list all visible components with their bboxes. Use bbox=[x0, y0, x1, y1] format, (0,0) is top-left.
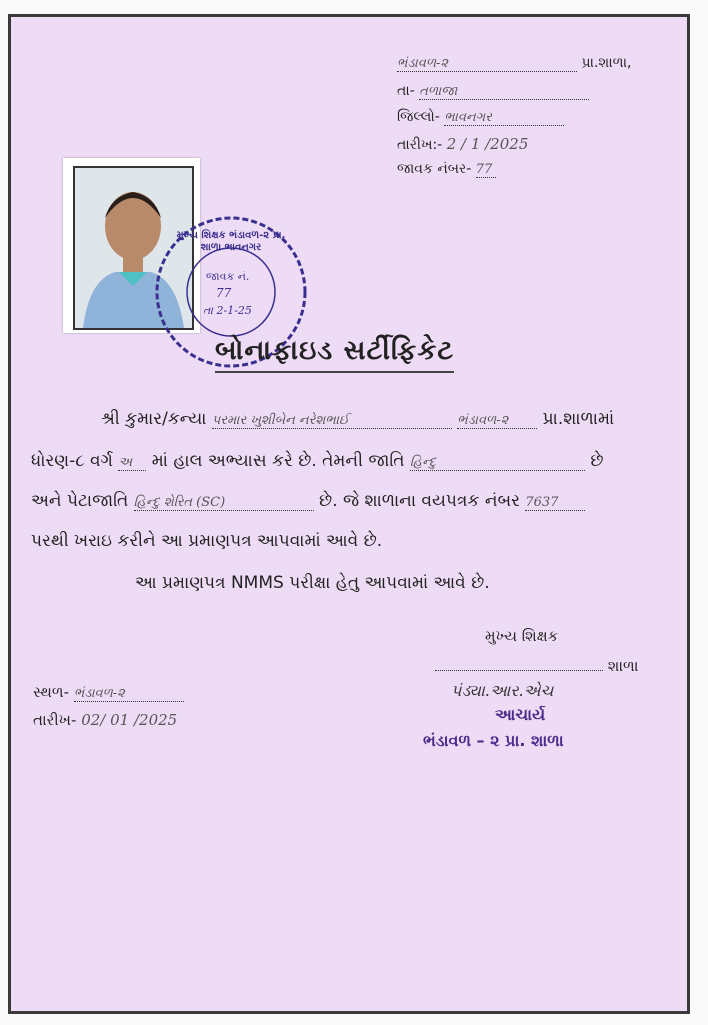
stamp-ring-text: મુખ્ય શિક્ષક ભંડાવળ-૨ પ્રા. શાળા ભાવનગર bbox=[176, 230, 286, 253]
signature-school-suffix: શાળા bbox=[607, 657, 639, 675]
header-school-line bbox=[397, 55, 631, 72]
certificate-title: બોનાફાઇડ સર્ટીફિકેટ bbox=[215, 335, 454, 373]
stamp-date-value: તા 2-1-25 bbox=[203, 304, 252, 317]
body-line3-mid: છે. જે શાળાના વયપત્રક નંબર bbox=[319, 491, 520, 511]
header-outward-value: 77 bbox=[476, 162, 496, 178]
place-label: સ્થળ- bbox=[33, 683, 70, 701]
stamp-number-label: જાવક નં. bbox=[206, 270, 250, 283]
school-name-stamp: ભંડાવળ – ૨ પ્રા. શાળા bbox=[423, 731, 564, 750]
body-line3-prefix: અને પેટાજાતિ bbox=[31, 491, 129, 511]
header-outward-line bbox=[397, 161, 496, 178]
subcaste-value: હિન્દુ શેરિત (SC) bbox=[134, 495, 314, 511]
header-taluka-line bbox=[397, 83, 589, 100]
header-district-label: જિલ્લો- bbox=[397, 109, 440, 125]
header-school-value: ભંડાવળ-૨ bbox=[397, 56, 577, 72]
handwritten-signature: પંડ્યા.આર.એચ bbox=[451, 681, 554, 700]
register-number-value: 7637 bbox=[525, 495, 585, 511]
header-date-label: તારીખ:- bbox=[397, 137, 443, 153]
body-line2-suffix: છે bbox=[590, 451, 604, 471]
header-taluka-label: તા- bbox=[397, 83, 415, 99]
body-line2-mid: માં હાલ અભ્યાસ કરે છે. તેમની જાતિ bbox=[151, 451, 405, 471]
place-value: ભંડાવળ-૨ bbox=[74, 686, 184, 702]
body-line-4: પરથી ખરાઇ કરીને આ પ્રમાણપત્ર આપવામાં આવે છે. bbox=[31, 531, 383, 551]
header-date-value: 2 / 1 /2025 bbox=[446, 135, 529, 153]
footer-date-value: 02/ 01 /2025 bbox=[81, 711, 178, 729]
header-date-line bbox=[397, 135, 528, 153]
certificate-page bbox=[8, 14, 690, 1014]
footer-date-label: તારીખ- bbox=[33, 711, 77, 729]
signature-school-blank bbox=[435, 670, 603, 671]
body-line1-suffix: પ્રા.શાળામાં bbox=[542, 409, 615, 429]
header-taluka-value: તળાજા bbox=[419, 84, 589, 100]
footer-date-line bbox=[33, 711, 177, 729]
header-district-value: ભાવનગર bbox=[444, 110, 564, 126]
class-value: અ bbox=[118, 455, 146, 471]
body-line-3 bbox=[31, 491, 585, 511]
header-district-line bbox=[397, 109, 564, 126]
designation-stamp: આચાર્ય bbox=[495, 705, 546, 724]
body-line-2 bbox=[31, 451, 603, 471]
head-teacher-label: મુખ્ય શિક્ષક bbox=[485, 627, 559, 645]
signature-school-line bbox=[435, 657, 638, 675]
body-line-5: આ પ્રમાણપત્ર NMMS પરીક્ષા હેતુ આપવામાં આવે છે. bbox=[135, 573, 490, 593]
body-line2-prefix: ધોરણ-૮ વર્ગ bbox=[31, 451, 113, 471]
student-name-value: પરમાર ખુશીબેન નરેશભાઈ bbox=[212, 413, 452, 429]
body-line1-school: ભંડાવળ-૨ bbox=[457, 413, 537, 429]
caste-value: હિન્દુ bbox=[410, 455, 585, 471]
stamp-number-value: 77 bbox=[216, 286, 232, 300]
place-line bbox=[33, 683, 184, 702]
body-line-1 bbox=[101, 409, 614, 429]
header-school-suffix: પ્રા.શાળા, bbox=[581, 55, 632, 71]
header-outward-label: જાવક નંબર- bbox=[397, 161, 472, 177]
body-line1-prefix: શ્રી કુમાર/કન્યા bbox=[101, 409, 207, 429]
